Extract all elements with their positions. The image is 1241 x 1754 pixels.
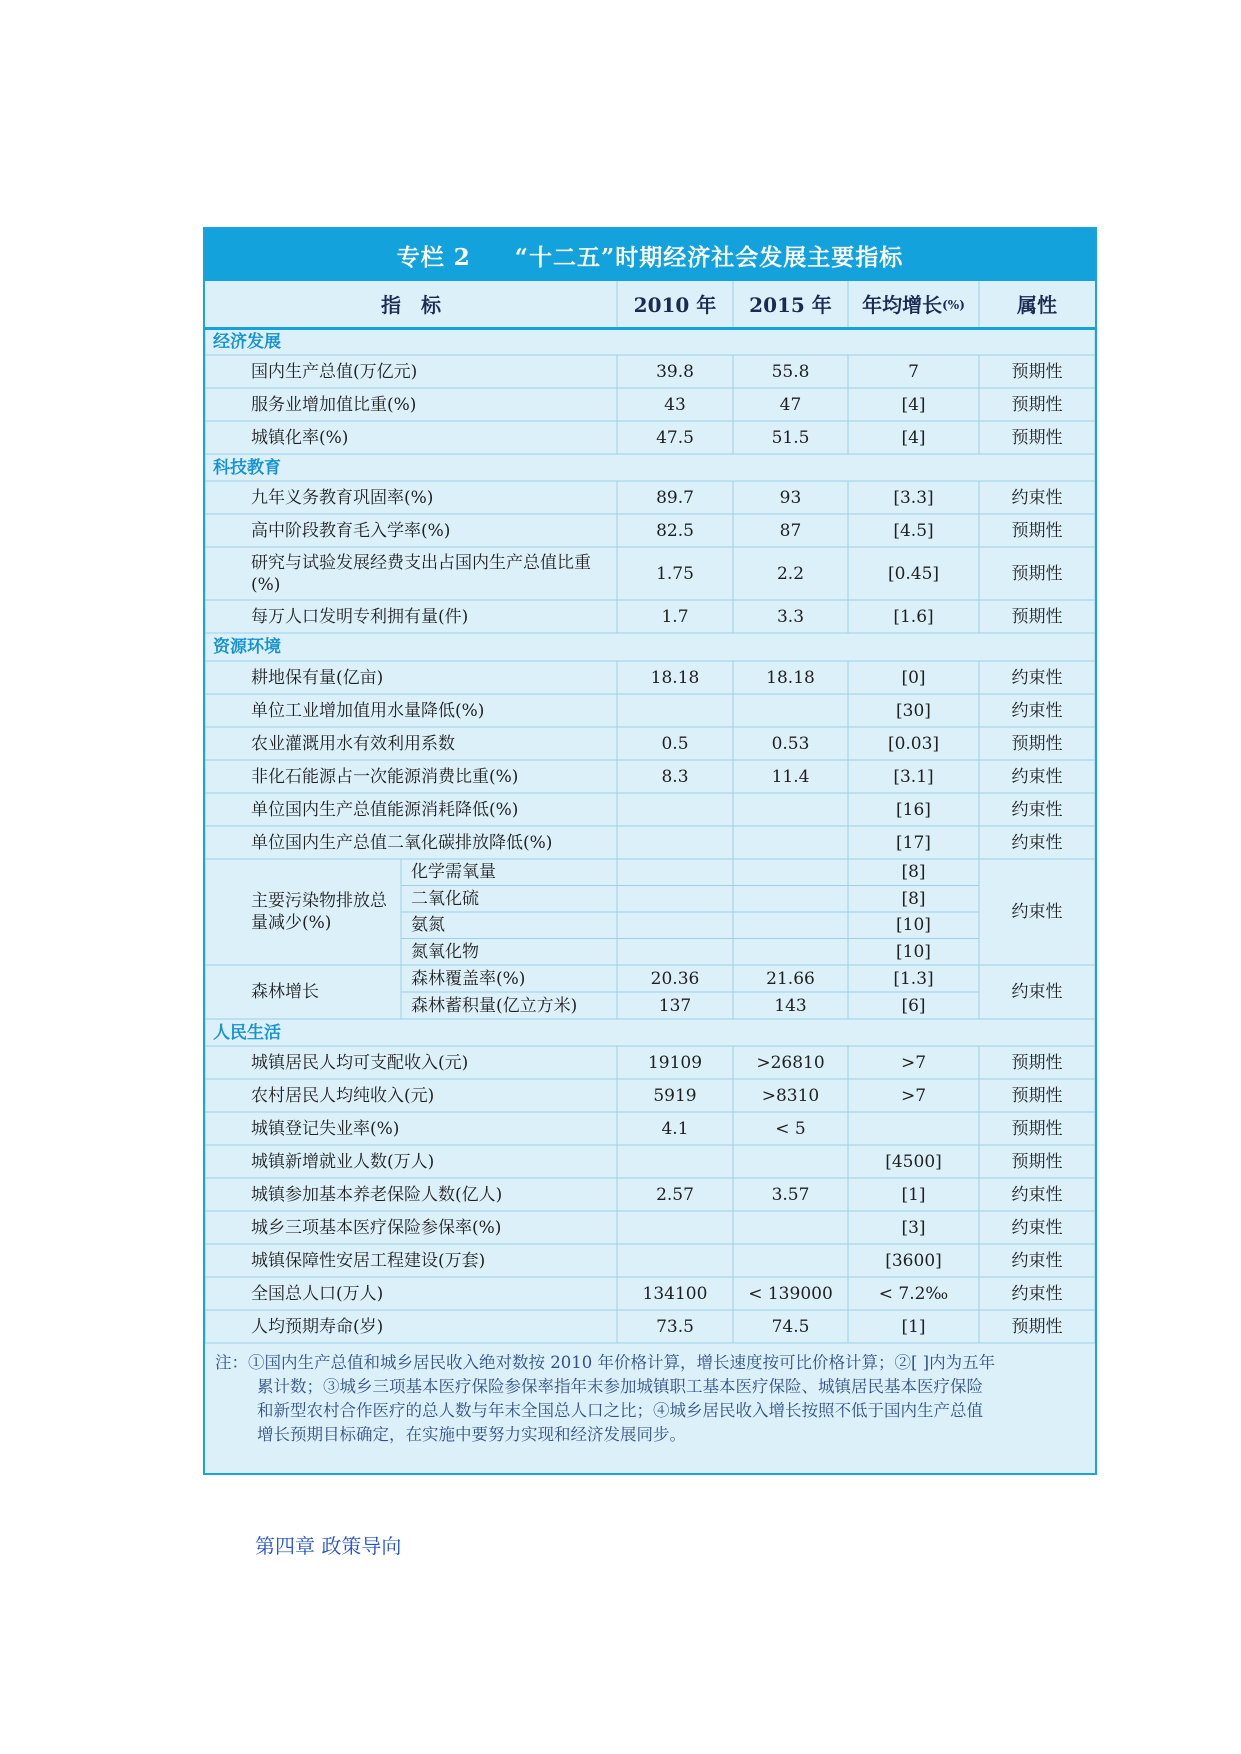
indicator-name: 农业灌溉用水有效利用系数 [251, 733, 455, 754]
indicator-name: 单位工业增加值用水量降低(%) [251, 700, 485, 721]
annual-growth: [4] [901, 427, 926, 448]
value-2015 [733, 1211, 848, 1244]
value-2010: 82.5 [656, 520, 694, 541]
annual-growth: < 7.2‰ [878, 1283, 949, 1304]
value-2015 [733, 1145, 848, 1178]
attribute: 预期性 [1011, 563, 1063, 584]
value-2010: 1.7 [661, 606, 689, 627]
indicator-name: 城镇参加基本养老保险人数(亿人) [251, 1184, 503, 1205]
value-2015: 51.5 [771, 427, 810, 448]
value-2015: 11.4 [771, 766, 810, 787]
pollutants-attribute: 约束性 [1011, 902, 1063, 922]
pollutant-name: 氮氧化物 [411, 941, 479, 962]
table-notes [215, 1351, 1085, 1447]
value-2010: 47.5 [656, 427, 694, 448]
value-2015: 143 [774, 995, 807, 1016]
header-indicator: 指 标 [381, 292, 441, 317]
pollutant-growth: [10] [896, 941, 931, 962]
header-growth-label: 年均增长 [862, 292, 943, 317]
attribute: 约束性 [1011, 487, 1063, 508]
header-2010: 2010 年 [633, 292, 717, 317]
annual-growth: [3] [901, 1217, 926, 1238]
panel-title-text: “十二五”时期经济社会发展主要指标 [514, 243, 904, 271]
attribute: 约束性 [1011, 667, 1063, 688]
value-2010: 89.7 [656, 487, 694, 508]
indicator-name: 城乡三项基本医疗保险参保率(%) [251, 1217, 502, 1238]
attribute: 约束性 [1011, 1217, 1063, 1238]
value-2010 [617, 1244, 733, 1277]
pollutant-growth: [10] [896, 915, 931, 936]
attribute: 约束性 [1011, 832, 1063, 853]
section-heading-tech_edu: 科技教育 [213, 457, 281, 478]
forest-attribute: 约束性 [1011, 982, 1063, 1002]
indicator-name: 九年义务教育巩固率(%) [251, 487, 434, 508]
annual-growth: [4500] [885, 1151, 942, 1172]
annual-growth: >7 [900, 1085, 927, 1106]
attribute: 预期性 [1011, 361, 1063, 382]
forest-group-label: 森林增长 [251, 982, 319, 1002]
pollutant-growth: [8] [901, 888, 926, 909]
indicator-name: 国内生产总值(万亿元) [251, 361, 418, 382]
attribute: 约束性 [1011, 799, 1063, 820]
attribute: 预期性 [1011, 1316, 1063, 1337]
value-2010 [617, 793, 733, 826]
pollutants-group-label: 主要污染物排放总量减少(%) [251, 891, 387, 933]
indicator-name: 服务业增加值比重(%) [251, 394, 417, 415]
annual-growth: [0.45] [887, 563, 940, 584]
annual-growth: [1] [901, 1184, 926, 1205]
indicator-name: 城镇登记失业率(%) [251, 1118, 400, 1139]
annual-growth: [3600] [885, 1250, 942, 1271]
value-2015: 0.53 [771, 733, 810, 754]
value-2015: < 139000 [748, 1283, 833, 1304]
note-line-4: 增长预期目标确定，在实施中要努力实现和经济发展同步。 [257, 1425, 686, 1444]
annual-growth: [1] [901, 1316, 926, 1337]
annual-growth: [1.6] [893, 606, 934, 627]
indicator-name: 非化石能源占一次能源消费比重(%) [251, 766, 519, 787]
value-2015: 18.18 [766, 667, 815, 688]
note-line-2: 累计数；③城乡三项基本医疗保险参保率指年末参加城镇职工基本医疗保险、城镇居民基本医疗保险 [257, 1377, 983, 1396]
value-2010: 19109 [647, 1052, 703, 1073]
value-2015: >8310 [761, 1085, 820, 1106]
value-2015 [733, 694, 848, 727]
value-2010: 134100 [642, 1283, 708, 1304]
value-2010: 20.36 [650, 968, 700, 989]
annual-growth: [4.5] [893, 520, 934, 541]
value-2015: < 5 [775, 1118, 806, 1139]
value-2015: 47 [779, 394, 802, 415]
value-2015 [733, 1244, 848, 1277]
value-2010: 2.57 [656, 1184, 694, 1205]
value-2010: 18.18 [650, 667, 700, 688]
annual-growth: >7 [900, 1052, 927, 1073]
value-2015: 93 [779, 487, 802, 508]
header-attribute: 属性 [1017, 292, 1057, 317]
value-2015: 74.5 [771, 1316, 810, 1337]
value-2015: 55.8 [771, 361, 810, 382]
value-2010: 0.5 [661, 733, 689, 754]
attribute: 预期性 [1011, 733, 1063, 754]
annual-growth [848, 1112, 979, 1145]
attribute: 预期性 [1011, 1052, 1063, 1073]
attribute: 预期性 [1011, 394, 1063, 415]
indicator-name: 研究与试验发展经费支出占国内生产总值比重(%) [251, 552, 591, 595]
header-growth-unit: (%) [942, 297, 965, 312]
note-line-1: 注：①国内生产总值和城乡居民收入绝对数按 2010 年价格计算，增长速度按可比价格计算；②[ ]内为五年 [215, 1353, 996, 1372]
annual-growth: [3.1] [893, 766, 934, 787]
panel-title-column-number: 专栏 2 [396, 243, 471, 271]
section-heading-resources: 资源环境 [213, 637, 281, 657]
value-2015 [733, 793, 848, 826]
indicator-name: 城镇新增就业人数(万人) [251, 1151, 435, 1172]
indicator-name: 每万人口发明专利拥有量(件) [251, 606, 469, 627]
annual-growth: [0.03] [887, 733, 940, 754]
note-line-3: 和新型农村合作医疗的总人数与年末全国总人口之比；④城乡居民收入增长按照不低于国内生产总值 [257, 1401, 983, 1420]
attribute: 约束性 [1011, 1184, 1063, 1205]
chapter-caption: 第四章 政策导向 [255, 1534, 402, 1558]
attribute: 预期性 [1011, 520, 1063, 541]
section-heading-livelihood: 人民生活 [213, 1022, 281, 1043]
value-2015 [733, 826, 848, 859]
value-2015: 3.3 [776, 606, 805, 627]
indicator-name: 全国总人口(万人) [251, 1283, 384, 1304]
attribute: 预期性 [1011, 606, 1063, 627]
forest-indicator-name: 森林蓄积量(亿立方米) [411, 995, 578, 1016]
pollutant-name: 氨氮 [411, 915, 445, 936]
indicator-name: 城镇居民人均可支配收入(元) [251, 1052, 469, 1073]
value-2010 [617, 1211, 733, 1244]
annual-growth: [1.3] [893, 968, 934, 989]
value-2015: 3.57 [771, 1184, 810, 1205]
annual-growth: [16] [896, 799, 931, 820]
value-2010: 43 [664, 394, 686, 415]
attribute: 约束性 [1011, 700, 1063, 721]
indicator-name: 高中阶段教育毛入学率(%) [251, 520, 451, 541]
value-2010: 39.8 [656, 361, 694, 382]
value-2015: >26810 [756, 1052, 825, 1073]
value-2015: 2.2 [776, 563, 805, 584]
value-2010 [617, 694, 733, 727]
attribute: 约束性 [1011, 766, 1063, 787]
annual-growth: [4] [901, 394, 926, 415]
value-2015: 21.66 [766, 968, 815, 989]
annual-growth: [17] [896, 832, 931, 853]
value-2010 [617, 826, 733, 859]
indicator-name: 城镇化率(%) [251, 427, 349, 448]
annual-growth: [3.3] [893, 487, 934, 508]
attribute: 预期性 [1011, 1085, 1063, 1106]
forest-indicator-name: 森林覆盖率(%) [411, 968, 526, 989]
pollutant-name: 化学需氧量 [411, 862, 496, 883]
value-2015: 87 [779, 520, 802, 541]
attribute: 约束性 [1011, 1283, 1063, 1304]
value-2010 [617, 1145, 733, 1178]
header-growth [848, 281, 979, 328]
indicator-name: 农村居民人均纯收入(元) [251, 1085, 435, 1106]
indicator-name: 人均预期寿命(岁) [251, 1316, 384, 1337]
annual-growth: [30] [896, 700, 931, 721]
indicator-table-panel [203, 227, 1097, 1475]
value-2010: 8.3 [661, 766, 689, 787]
annual-growth: 7 [908, 361, 919, 382]
header-2015: 2015 年 [749, 292, 832, 317]
indicator-name: 耕地保有量(亿亩) [251, 667, 384, 688]
section-heading-economy: 经济发展 [213, 331, 281, 352]
indicator-name: 单位国内生产总值能源消耗降低(%) [251, 799, 519, 820]
attribute: 约束性 [1011, 1250, 1063, 1271]
pollutant-growth: [8] [901, 862, 926, 883]
attribute: 预期性 [1011, 1118, 1063, 1139]
indicator-name: 城镇保障性安居工程建设(万套) [251, 1250, 486, 1271]
annual-growth: [6] [901, 995, 926, 1016]
pollutant-name: 二氧化硫 [411, 888, 479, 909]
attribute: 预期性 [1011, 1151, 1063, 1172]
annual-growth: [0] [901, 667, 926, 688]
value-2010: 137 [658, 995, 692, 1016]
value-2010: 1.75 [656, 563, 694, 584]
value-2010: 5919 [653, 1085, 697, 1106]
attribute: 预期性 [1011, 427, 1063, 448]
value-2010: 4.1 [661, 1118, 689, 1139]
value-2010: 73.5 [656, 1316, 694, 1337]
indicator-name: 单位国内生产总值二氧化碳排放降低(%) [251, 832, 553, 853]
